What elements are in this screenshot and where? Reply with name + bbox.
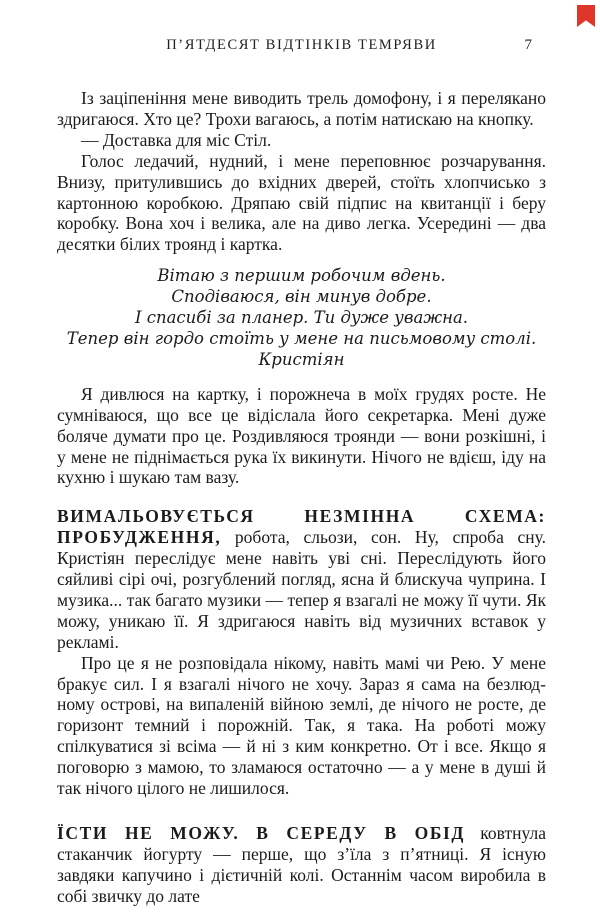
paragraph: [57, 88, 546, 130]
paragraph-text: ковтнула стаканчик йогурту — перше, що з’їла з п’ятниці. Я існую завдяки капучино і дієтичній колі. Останнім часом виробила в собі звичку до лате: [57, 823, 546, 906]
bold-lead-in: ВИМАЛЬОВУЄТЬСЯ НЕЗМІННА СХЕМА: ПРОБУДЖЕННЯ,: [57, 506, 546, 548]
paragraph: [57, 653, 546, 799]
card-note-line: Сподіваюся, він минув добре.: [171, 287, 432, 307]
card-note-line: І спасибі за планер. Ти дуже уважна.: [134, 308, 469, 328]
paragraph: [57, 151, 546, 256]
paragraph-text: Із заціпеніння мене виводить трель домофону, і я перелякано здригаюся. Хто це? Трохи вагаюсь, а потім натискаю на кнопку.: [57, 88, 546, 129]
paragraph: [57, 130, 546, 151]
bold-lead-in: ЇСТИ НЕ МОЖУ. В СЕРЕДУ В ОБІД: [57, 823, 466, 843]
page-body: [57, 88, 546, 907]
paragraph-text: — Доставка для міс Стіл.: [81, 129, 272, 150]
bookmark-ribbon-icon: [577, 5, 595, 27]
paragraph-text: Про це я не розповідала нікому, навіть мамі чи Рею. У мене бракує сил. І я взагалі нічого не хочу. Зараз я сама на безлюдному острові, на випаленій війною землі, де нічого не росте, де горизонт темний і порожній. Так, я така. На роботі можу спілкуватися зі всіма — й ні з ким конкретно. От і все. Якщо я поговорю з мамою, то зламаюся остаточно — а у мене в душі й так нічого цілого не лишилося.: [57, 652, 546, 799]
paragraph-text: Я дивлюся на картку, і порожнеча в моїх грудях росте. Не сумніваюся, що все це відіслала його секретарка. Мені дуже боляче думати про це. Роздивляюся троянди — вони розкішні, і у мене не піднімається рука їх викинути. Нічого не вдієш, іду на кухню і шукаю там вазу.: [57, 383, 546, 488]
paragraph: [57, 384, 546, 489]
paragraph: [57, 823, 546, 907]
paragraph: [57, 506, 546, 652]
running-title: П’ЯТДЕСЯТ ВІДТІНКІВ ТЕМРЯВИ: [166, 37, 437, 53]
card-note-line: Кристіян: [258, 349, 345, 369]
card-note: [57, 266, 546, 371]
paragraph-text: Голос ледачий, нудний, і мене переповнює розчарування. Внизу, притулившись до вхідних дверей, стоїть хлопчисько з картонною коробкою. Дряпаю свій підпис на квитанції і беру коробку. Вона хоч і велика, але на диво легка. Усередині — два десятки білих троянд і картка.: [57, 150, 546, 255]
running-header: [57, 37, 546, 54]
paragraph-text: робота, сльози, сон. Ну, спроба сну. Кристіян переслідує мене навіть уві сні. Переслідують його сяйливі сірі очі, розгублений погляд, ясна й блискуча чуприна. І музика... так багато музики — тепер я взагалі не можу її чути. Як можу, уникаю її. Я здригаюся навіть від музичних вставок у рекламі.: [57, 527, 546, 652]
card-note-line: Тепер він гордо стоїть у мене на письмовому столі.: [66, 328, 537, 348]
card-note-line: Вітаю з першим робочим вдень.: [157, 266, 446, 286]
page-number: 7: [524, 37, 532, 53]
